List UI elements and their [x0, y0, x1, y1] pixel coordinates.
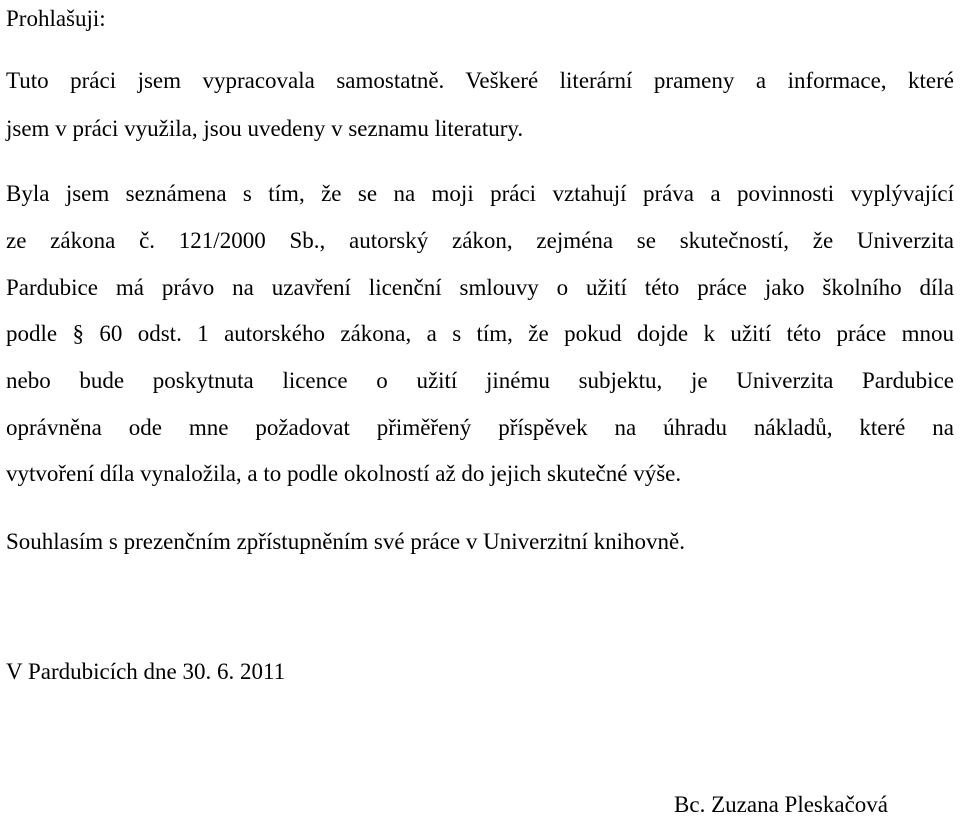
paragraph-line: ze zákona č. 121/2000 Sb., autorský zákon, zejména se skutečností, že Univerzita — [6, 228, 954, 253]
declaration-heading: Prohlašuji: — [6, 6, 106, 31]
paragraph-line: nebo bude poskytnuta licence o užití jinému subjektu, je Univerzita Pardubice — [6, 368, 954, 393]
paragraph-line: Byla jsem seznámena s tím, že se na moji práci vztahují práva a povinnosti vyplývající — [6, 181, 954, 206]
paragraph-line: oprávněna ode mne požadovat přiměřený příspěvek na úhradu nákladů, které na — [6, 415, 954, 440]
paragraph-line: Pardubice má právo na uzavření licenční smlouvy o užití této práce jako školního díla — [6, 275, 954, 300]
paragraph-library-consent: Souhlasím s prezenčním zpřístupněním své práce v Univerzitní knihovně. — [6, 529, 685, 554]
paragraph-line: jsem v práci využila, jsou uvedeny v seznamu literatury. — [6, 116, 524, 141]
place-and-date: V Pardubicích dne 30. 6. 2011 — [6, 659, 286, 684]
paragraph-line: Tuto práci jsem vypracovala samostatně. Veškeré literární prameny a informace, které — [6, 68, 954, 93]
paragraph-line: podle § 60 odst. 1 autorského zákona, a s tím, že pokud dojde k užití této práce mnou — [6, 321, 954, 346]
signature-name: Bc. Zuzana Pleskačová — [674, 792, 888, 817]
paragraph-line: vytvoření díla vynaložila, a to podle okolností až do jejich skutečné výše. — [6, 461, 682, 486]
